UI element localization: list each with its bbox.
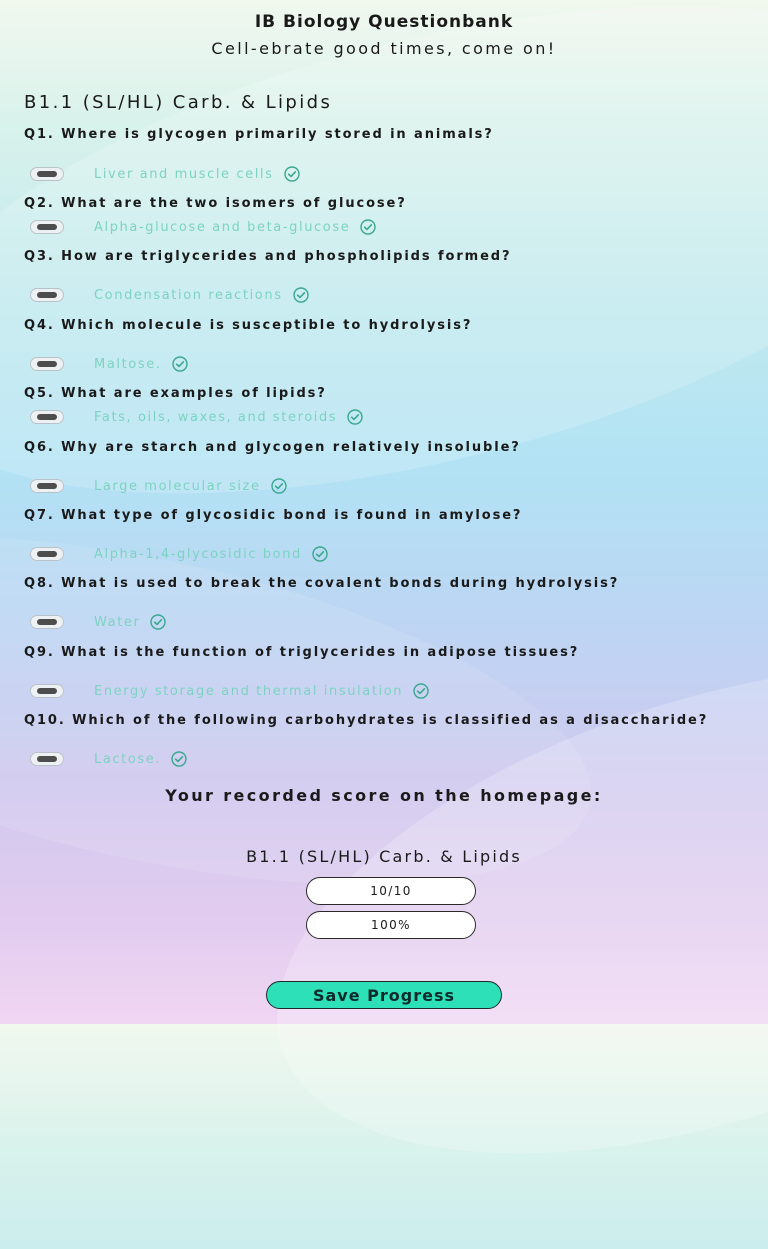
radio-selected-dot xyxy=(37,224,57,230)
radio-selected-dot xyxy=(37,756,57,762)
radio-button[interactable] xyxy=(30,288,64,302)
check-circle-icon xyxy=(172,356,188,372)
radio-selected-dot xyxy=(37,171,57,177)
radio-selected-dot xyxy=(37,688,57,694)
radio-button[interactable] xyxy=(30,547,64,561)
answer-option[interactable] xyxy=(30,545,328,563)
check-circle-icon xyxy=(413,683,429,699)
check-circle-icon xyxy=(150,614,166,630)
question-text: Q1. Where is glycogen primarily stored in animals? xyxy=(24,127,494,142)
radio-selected-dot xyxy=(37,292,57,298)
answer-option[interactable] xyxy=(30,218,376,236)
radio-button[interactable] xyxy=(30,410,64,424)
question-text: Q6. Why are starch and glycogen relatively insoluble? xyxy=(24,440,521,455)
answer-option[interactable] xyxy=(30,286,309,304)
answer-label: Energy storage and thermal insulation xyxy=(94,683,404,699)
answer-label: Alpha-1,4-glycosidic bond xyxy=(94,546,302,562)
answer-label: Fats, oils, waxes, and steroids xyxy=(94,409,338,425)
app-tagline: Cell-ebrate good times, come on! xyxy=(211,39,557,58)
answer-option[interactable] xyxy=(30,750,187,768)
save-progress-button[interactable]: Save Progress xyxy=(266,981,502,1009)
answer-label: Maltose. xyxy=(94,356,162,372)
answer-label: Alpha-glucose and beta-glucose xyxy=(94,219,351,235)
answer-label: Condensation reactions xyxy=(94,287,283,303)
radio-button[interactable] xyxy=(30,220,64,234)
question-text: Q3. How are triglycerides and phospholipids formed? xyxy=(24,249,512,264)
question-text: Q8. What is used to break the covalent bonds during hydrolysis? xyxy=(24,576,620,591)
answer-option[interactable] xyxy=(30,408,363,426)
answer-option[interactable] xyxy=(30,165,300,183)
question-text: Q2. What are the two isomers of glucose? xyxy=(24,196,407,211)
score-topic: B1.1 (SL/HL) Carb. & Lipids xyxy=(246,847,522,866)
radio-button[interactable] xyxy=(30,615,64,629)
radio-button[interactable] xyxy=(30,357,64,371)
answer-option[interactable] xyxy=(30,477,287,495)
score-percent: 100% xyxy=(306,911,476,939)
answer-option[interactable] xyxy=(30,613,166,631)
radio-selected-dot xyxy=(37,414,57,420)
radio-button[interactable] xyxy=(30,752,64,766)
answer-label: Lactose. xyxy=(94,751,162,767)
radio-selected-dot xyxy=(37,619,57,625)
question-text: Q9. What is the function of triglycerides in adipose tissues? xyxy=(24,645,580,660)
question-text: Q5. What are examples of lipids? xyxy=(24,386,327,401)
radio-selected-dot xyxy=(37,551,57,557)
score-fraction: 10/10 xyxy=(306,877,476,905)
app-title: IB Biology Questionbank xyxy=(254,12,514,32)
score-heading: Your recorded score on the homepage: xyxy=(165,786,603,805)
answer-option[interactable] xyxy=(30,682,429,700)
radio-button[interactable] xyxy=(30,684,64,698)
check-circle-icon xyxy=(293,287,309,303)
check-circle-icon xyxy=(284,166,300,182)
question-text: Q7. What type of glycosidic bond is found in amylose? xyxy=(24,508,523,523)
question-text: Q10. Which of the following carbohydrates is classified as a disaccharide? xyxy=(24,713,709,728)
section-title: B1.1 (SL/HL) Carb. & Lipids xyxy=(24,92,333,113)
radio-selected-dot xyxy=(37,361,57,367)
radio-button[interactable] xyxy=(30,479,64,493)
answer-option[interactable] xyxy=(30,355,188,373)
check-circle-icon xyxy=(171,751,187,767)
check-circle-icon xyxy=(347,409,363,425)
question-text: Q4. Which molecule is susceptible to hydrolysis? xyxy=(24,318,473,333)
check-circle-icon xyxy=(312,546,328,562)
answer-label: Water xyxy=(94,614,141,630)
answer-label: Liver and muscle cells xyxy=(94,166,274,182)
answer-label: Large molecular size xyxy=(94,478,261,494)
radio-selected-dot xyxy=(37,483,57,489)
radio-button[interactable] xyxy=(30,167,64,181)
check-circle-icon xyxy=(360,219,376,235)
check-circle-icon xyxy=(271,478,287,494)
